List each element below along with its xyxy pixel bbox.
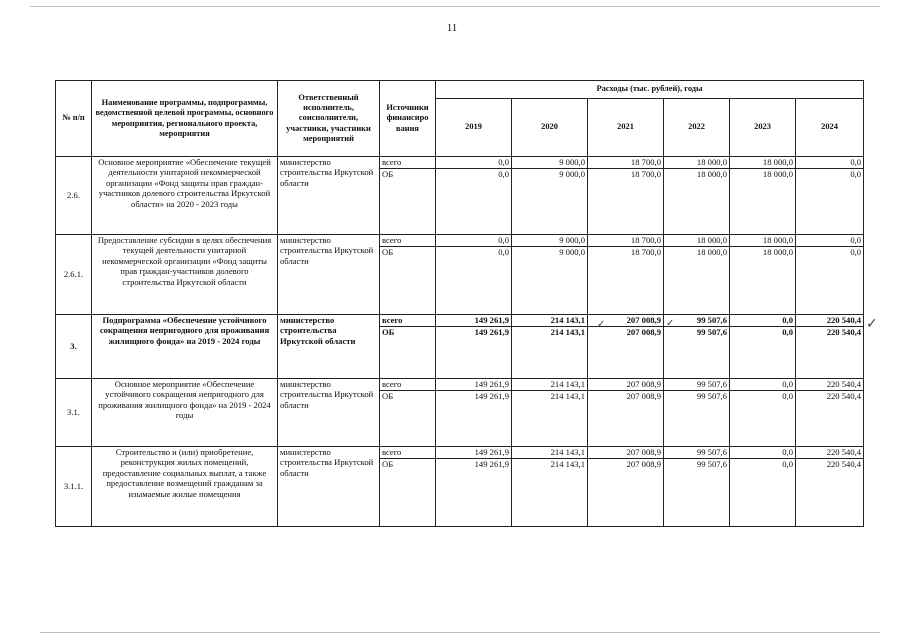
table-row bbox=[56, 157, 864, 169]
row-value: 0,0 bbox=[436, 247, 512, 315]
row-value: 149 261,9 bbox=[436, 315, 512, 327]
row-value: 149 261,9 bbox=[436, 327, 512, 379]
header-name: Наименование программы, подпрограммы, ведомственной целевой программы, основного мероприятия, регионального проекта, мероприятия bbox=[92, 81, 278, 157]
row-value: 0,0 bbox=[796, 247, 864, 315]
header-sources: Источники финансиро вания bbox=[380, 81, 436, 157]
header-year: 2022 bbox=[664, 99, 730, 157]
checkmark-icon: ✓ bbox=[866, 316, 878, 332]
checkmark-icon: ✓ bbox=[597, 319, 606, 330]
row-value: 214 143,1 bbox=[512, 459, 588, 527]
row-value: 207 008,9 bbox=[588, 447, 664, 459]
row-value: 0,0 bbox=[796, 235, 864, 247]
row-value: 18 000,0 bbox=[664, 235, 730, 247]
row-responsible: министерство строительства Иркутской области bbox=[278, 379, 380, 447]
scan-artifact-bottom bbox=[40, 632, 880, 633]
page-number: 11 bbox=[446, 22, 458, 34]
row-value: 18 000,0 bbox=[664, 247, 730, 315]
row-name: Подпрограмма «Обеспечение устойчивого сокращения непригодного для проживания жилищного фонда» на 2019 - 2024 годы bbox=[92, 315, 278, 379]
row-name: Предоставление субсидии в целях обеспечения текущей деятельности унитарной некоммерческой организации «Фонд защиты прав граждан-участников долевого строительства Иркутской области bbox=[92, 235, 278, 315]
header-num: № п/п bbox=[56, 81, 92, 157]
row-responsible: министерство строительства Иркутской области bbox=[278, 235, 380, 315]
row-code: 2.6.1. bbox=[56, 235, 92, 315]
row-source: ОБ bbox=[380, 327, 436, 379]
row-source: всего bbox=[380, 315, 436, 327]
row-responsible: министерство строительства Иркутской области bbox=[278, 157, 380, 235]
row-value: 0,0 bbox=[436, 169, 512, 235]
row-value: 18 700,0 bbox=[588, 247, 664, 315]
table-row bbox=[56, 447, 864, 459]
row-source: всего bbox=[380, 447, 436, 459]
row-value: 9 000,0 bbox=[512, 169, 588, 235]
row-value: 18 000,0 bbox=[664, 169, 730, 235]
row-value: 9 000,0 bbox=[512, 157, 588, 169]
row-value: 149 261,9 bbox=[436, 379, 512, 391]
row-value: 0,0 bbox=[436, 157, 512, 169]
row-value: 214 143,1 bbox=[512, 315, 588, 327]
row-source: ОБ bbox=[380, 247, 436, 315]
row-code: 3.1. bbox=[56, 379, 92, 447]
row-value: 214 143,1 bbox=[512, 447, 588, 459]
row-value: 149 261,9 bbox=[436, 391, 512, 447]
row-value: 0,0 bbox=[436, 235, 512, 247]
table-row bbox=[56, 235, 864, 247]
row-source: ОБ bbox=[380, 169, 436, 235]
row-value: 149 261,9 bbox=[436, 459, 512, 527]
row-name: Основное мероприятие «Обеспечение текущей деятельности унитарной некоммерческой организации «Фонд защиты прав граждан-участников долевого строительства Иркутской области» на 2020 - 2023 годы bbox=[92, 157, 278, 235]
row-value: 0,0 bbox=[730, 391, 796, 447]
row-responsible: министерство строительства Иркутской области bbox=[278, 315, 380, 379]
row-value: 9 000,0 bbox=[512, 247, 588, 315]
row-code: 3. bbox=[56, 315, 92, 379]
row-value: 149 261,9 bbox=[436, 447, 512, 459]
row-value: 207 008,9 bbox=[588, 391, 664, 447]
budget-table bbox=[55, 80, 864, 527]
row-value: 9 000,0 bbox=[512, 235, 588, 247]
row-value: 18 000,0 bbox=[730, 157, 796, 169]
row-value: 0,0 bbox=[730, 459, 796, 527]
checkmark-icon: ✓ bbox=[666, 318, 675, 329]
row-value: 18 700,0 bbox=[588, 169, 664, 235]
row-value: 99 507,6 bbox=[664, 327, 730, 379]
row-value: 207 008,9 bbox=[588, 459, 664, 527]
row-value: 99 507,6 bbox=[664, 447, 730, 459]
row-value: 0,0 bbox=[730, 327, 796, 379]
table-row bbox=[56, 315, 864, 327]
scan-artifact-top bbox=[30, 6, 880, 7]
row-value: 220 540,4 bbox=[796, 379, 864, 391]
row-value: 0,0 bbox=[796, 169, 864, 235]
row-value: 18 700,0 bbox=[588, 157, 664, 169]
row-responsible: министерство строительства Иркутской области bbox=[278, 447, 380, 527]
row-source: всего bbox=[380, 235, 436, 247]
row-code: 3.1.1. bbox=[56, 447, 92, 527]
row-value: 18 000,0 bbox=[730, 247, 796, 315]
row-value: 214 143,1 bbox=[512, 379, 588, 391]
row-value: 214 143,1 bbox=[512, 391, 588, 447]
row-value: 220 540,4 bbox=[796, 459, 864, 527]
header-responsible: Ответственный исполнитель, соисполнители, участники, участники мероприятий bbox=[278, 81, 380, 157]
row-value: 220 540,4 bbox=[796, 327, 864, 379]
row-value: 18 700,0 bbox=[588, 235, 664, 247]
header-year: 2021 bbox=[588, 99, 664, 157]
row-value: 18 000,0 bbox=[730, 235, 796, 247]
row-value: 220 540,4 bbox=[796, 447, 864, 459]
header-year: 2023 bbox=[730, 99, 796, 157]
row-value: 207 008,9 bbox=[588, 327, 664, 379]
row-value: 18 000,0 bbox=[664, 157, 730, 169]
table-row bbox=[56, 379, 864, 391]
row-source: ОБ bbox=[380, 459, 436, 527]
row-value: 207 008,9 bbox=[588, 315, 664, 327]
header-year: 2019 bbox=[436, 99, 512, 157]
row-code: 2.6. bbox=[56, 157, 92, 235]
row-value: 99 507,6 bbox=[664, 459, 730, 527]
header-expenses: Расходы (тыс. рублей), годы bbox=[436, 81, 864, 99]
row-source: всего bbox=[380, 157, 436, 169]
row-source: всего bbox=[380, 379, 436, 391]
row-value: 99 507,6 bbox=[664, 391, 730, 447]
row-value: 207 008,9 bbox=[588, 379, 664, 391]
row-value: 18 000,0 bbox=[730, 169, 796, 235]
row-value: 220 540,4 bbox=[796, 391, 864, 447]
row-name: Основное мероприятие «Обеспечение устойчивого сокращения непригодного для проживания жилищного фонда» на 2019 - 2024 годы bbox=[92, 379, 278, 447]
row-value: 214 143,1 bbox=[512, 327, 588, 379]
row-value: 0,0 bbox=[796, 157, 864, 169]
header-year: 2024 bbox=[796, 99, 864, 157]
row-value: 0,0 bbox=[730, 315, 796, 327]
row-value: 99 507,6 bbox=[664, 315, 730, 327]
row-value: 0,0 bbox=[730, 447, 796, 459]
row-name: Строительство и (или) приобретение, реконструкция жилых помещений, предоставление социальных выплат, а также предоставление возмещений гражданам за изымаемые жилые помещения bbox=[92, 447, 278, 527]
row-value: 220 540,4 bbox=[796, 315, 864, 327]
table-body bbox=[56, 157, 864, 527]
header-year: 2020 bbox=[512, 99, 588, 157]
row-value: 99 507,6 bbox=[664, 379, 730, 391]
row-source: ОБ bbox=[380, 391, 436, 447]
row-value: 0,0 bbox=[730, 379, 796, 391]
